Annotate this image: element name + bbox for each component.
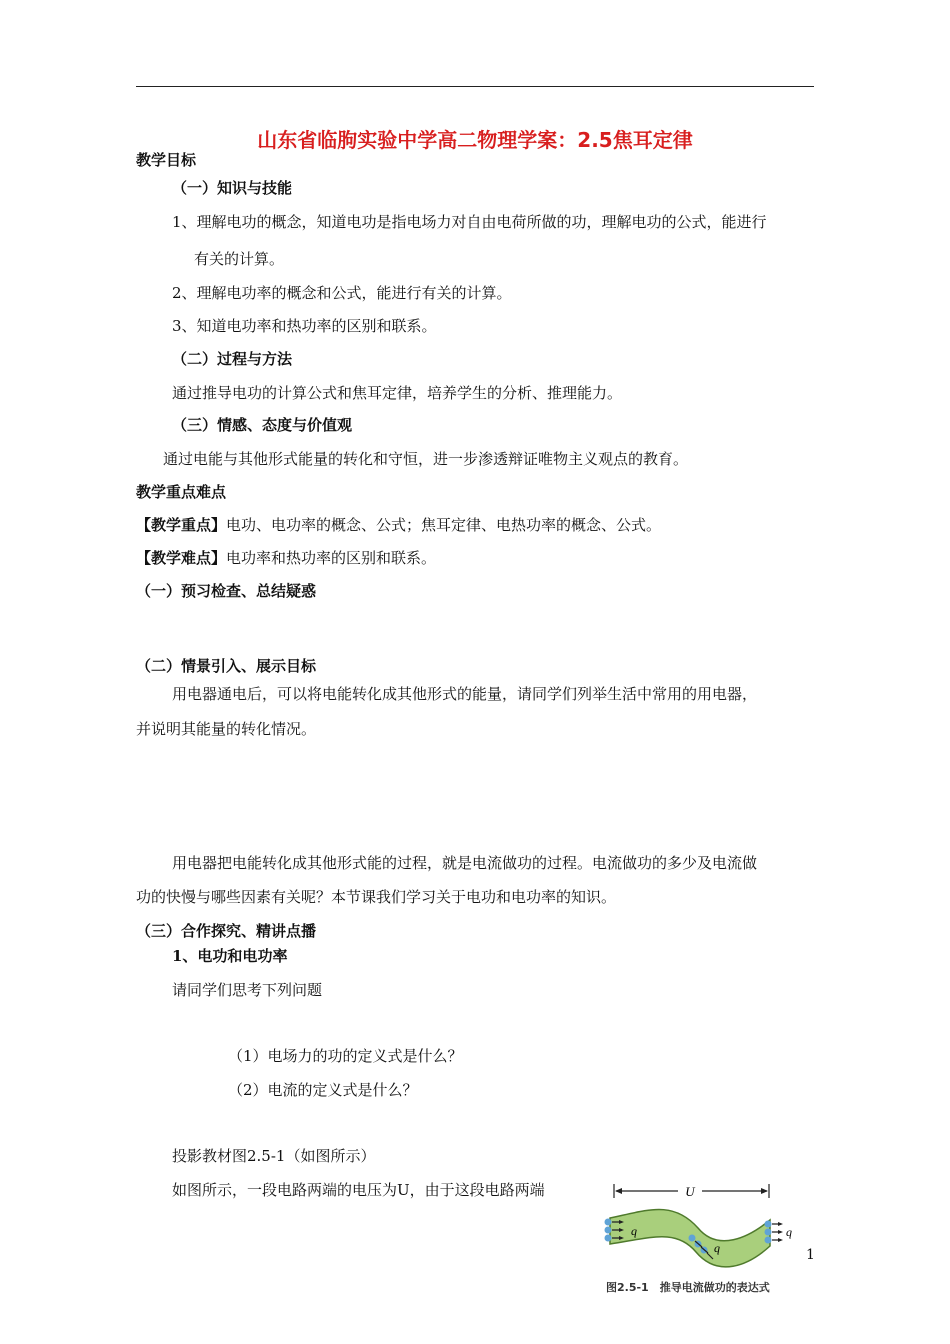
paragraph-process: 通过推导电功的计算公式和焦耳定律，培养学生的分析、推理能力。: [172, 384, 623, 402]
subheading-emotion-values: （三）情感、态度与价值观: [172, 416, 353, 434]
figure-caption: 图2.5-1 推导电流做功的表达式: [606, 1281, 770, 1294]
heading-scene-intro: （二）情景引入、展示目标: [136, 657, 317, 675]
heading-preview-check: （一）预习检查、总结疑惑: [136, 582, 317, 600]
document-title: 山东省临朐实验中学高二物理学案：2.5焦耳定律: [257, 128, 693, 152]
subheading-process-method: （二）过程与方法: [172, 350, 293, 368]
arrowhead-left-icon: [615, 1188, 622, 1194]
paragraph-key-point: [136, 515, 661, 535]
text-key-point: 电功、电功率的概念、公式；焦耳定律、电热功率的概念、公式。: [226, 516, 662, 534]
header-rule: [136, 86, 814, 87]
paragraph-intro-1-cont: 并说明其能量的转化情况。: [136, 720, 317, 738]
question-1: （1）电场力的功的定义式是什么？: [228, 1047, 463, 1065]
paragraph-think-prompt: 请同学们思考下列问题: [172, 981, 323, 999]
question-2: （2）电流的定义式是什么？: [228, 1081, 418, 1099]
paragraph-intro-2-cont: 功的快慢与哪些因素有关呢？本节课我们学习关于电功和电功率的知识。: [136, 888, 617, 906]
paragraph-figure-desc: 如图所示，一段电路两端的电压为U，由于这段电路两端: [172, 1181, 545, 1199]
voltage-label: U: [685, 1184, 695, 1199]
paragraph-emotion: 通过电能与其他形式能量的转化和守恒，进一步渗透辩证唯物主义观点的教育。: [163, 450, 689, 468]
charge-label-left: q: [631, 1224, 637, 1238]
charges-left: [605, 1219, 625, 1242]
subheading-knowledge-skills: （一）知识与技能: [172, 179, 293, 197]
paragraph-projection: 投影教材图2.5-1（如图所示）: [172, 1147, 376, 1165]
text-difficulty: 电功率和热功率的区别和联系。: [226, 549, 437, 567]
heading-key-points: 教学重点难点: [136, 483, 227, 501]
heading-cooperative-explore: （三）合作探究、精讲点播: [136, 922, 317, 940]
charge-label-right: q: [786, 1225, 792, 1239]
paragraph-goal-1-cont: 有关的计算。: [194, 250, 285, 268]
subheading-electric-work-power: 1、电功和电功率: [172, 947, 288, 965]
paragraph-intro-2: 用电器把电能转化成其他形式能的过程，就是电流做功的过程。电流做功的多少及电流做: [172, 854, 758, 872]
paragraph-goal-1: 1、理解电功的概念，知道电功是指电场力对自由电荷所做的功，理解电功的公式，能进行: [172, 213, 767, 231]
paragraph-difficulty: [136, 548, 436, 568]
label-difficulty: 【教学难点】: [136, 549, 227, 567]
charges-right: [765, 1221, 784, 1244]
paragraph-goal-2: 2、理解电功率的概念和公式，能进行有关的计算。: [172, 284, 512, 302]
paragraph-goal-3: 3、知道电功率和热功率的区别和联系。: [172, 317, 437, 335]
page-number: 1: [806, 1247, 815, 1263]
arrowhead-right-icon: [761, 1188, 768, 1194]
charge-label-middle: q: [714, 1241, 720, 1255]
paragraph-intro-1: 用电器通电后，可以将电能转化成其他形式的能量，请同学们列举生活中常用的用电器，: [172, 685, 758, 703]
label-key-point: 【教学重点】: [136, 516, 227, 534]
heading-teaching-goals: 教学目标: [136, 151, 197, 169]
